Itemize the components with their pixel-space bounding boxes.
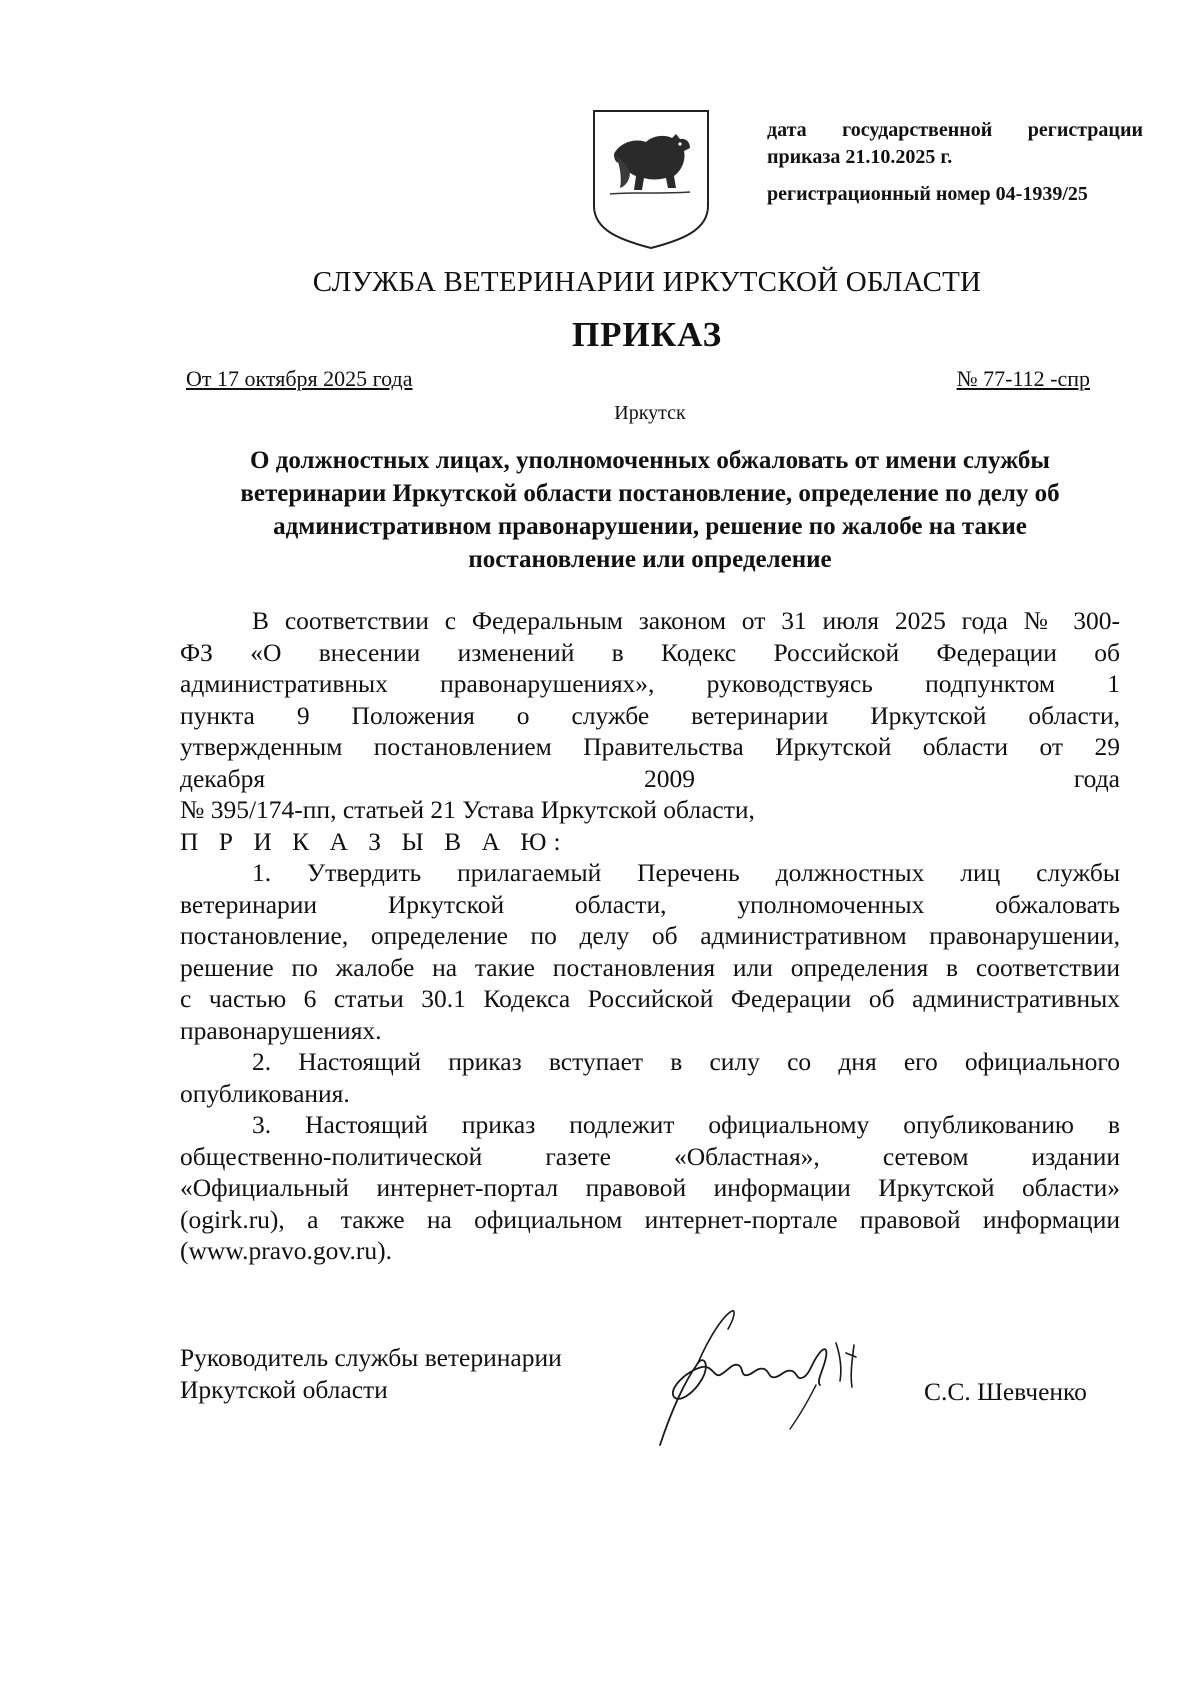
registration-number: регистрационный номер 04-1939/25 xyxy=(767,183,1088,205)
item-1-line: ветеринарии Иркутской области, уполномоченных обжаловать xyxy=(180,889,1120,919)
item-3-line: «Официальный интернет-портал правовой информации Иркутской области» xyxy=(180,1173,1120,1202)
signer-position xyxy=(180,1342,562,1405)
order-subject xyxy=(180,444,1120,576)
subject-line: ветеринарии Иркутской области постановление, определение по делу об xyxy=(240,480,1060,507)
preamble-line: В соответствии с Федеральным законом от 31 июля 2025 года № 300- xyxy=(252,606,1120,635)
preamble-line: административных правонарушениях», руководствуясь подпунктом 1 xyxy=(180,669,1120,698)
item-1-line: правонарушениях. xyxy=(180,1015,382,1045)
preamble-line: декабря 2009 года xyxy=(180,763,1120,793)
item-2-line: 2. Настоящий приказ вступает в силу со дня его официального xyxy=(252,1047,1120,1076)
registration-word: регистрации xyxy=(1027,119,1143,141)
item-2-line: опубликования. xyxy=(180,1078,350,1108)
preamble-line: пункта 9 Положения о службе ветеринарии Иркутской области, xyxy=(180,700,1120,730)
city: Иркутск xyxy=(614,402,686,424)
signer-name: С.С. Шевченко xyxy=(924,1377,1087,1406)
subject-line: О должностных лицах, уполномоченных обжаловать от имени службы xyxy=(250,447,1050,474)
item-3-line: (ogirk.ru), а также на официальном интернет-портале правовой информации xyxy=(180,1204,1120,1234)
item-1-line: 1. Утвердить прилагаемый Перечень должностных лиц службы xyxy=(252,858,1120,887)
item-3-line: общественно-политической газете «Областная», сетевом издании xyxy=(180,1141,1120,1171)
item-1-line: решение по жалобе на такие постановления или определения в соответствии xyxy=(180,952,1120,982)
item-1-line: с частью 6 статьи 30.1 Кодекса Российской Федерации об административных xyxy=(180,984,1120,1013)
registration-word: дата xyxy=(767,119,807,141)
preamble-line: утвержденным постановлением Правительства Иркутской области от 29 xyxy=(180,732,1120,761)
registration-line-1 xyxy=(767,117,1143,144)
decree-word: П Р И К А З Ы В А Ю: xyxy=(180,826,568,856)
signer-position-line: Иркутской области xyxy=(180,1374,388,1404)
handwritten-signature xyxy=(640,1305,900,1455)
signer-position-line: Руководитель службы ветеринарии xyxy=(180,1343,562,1372)
item-3-line: (www.pravo.gov.ru). xyxy=(180,1236,392,1265)
preamble-line: № 395/174-пп, статьей 21 Устава Иркутской области, xyxy=(180,795,755,824)
item-1-line: постановление, определение по делу об административном правонарушении, xyxy=(180,921,1120,950)
document-title: ПРИКАЗ xyxy=(571,315,723,354)
organization-name: СЛУЖБА ВЕТЕРИНАРИИ ИРКУТСКОЙ ОБЛАСТИ xyxy=(312,266,982,298)
subject-line: постановление или определение xyxy=(468,546,832,573)
subject-line: административном правонарушении, решение по жалобе на такие xyxy=(273,513,1027,540)
order-date: От 17 октября 2025 года xyxy=(186,366,413,391)
preamble-line: ФЗ «О внесении изменений в Кодекс Российской Федерации об xyxy=(180,637,1120,667)
order-body xyxy=(180,605,1120,1267)
coat-of-arms-emblem xyxy=(590,108,712,250)
registration-date: приказа 21.10.2025 г. xyxy=(767,146,953,168)
registration-word: государственной xyxy=(842,119,993,141)
item-3-line: 3. Настоящий приказ подлежит официальному опубликованию в xyxy=(252,1110,1120,1139)
order-number: № 77-112 -спр xyxy=(956,366,1090,391)
registration-block xyxy=(767,117,1143,208)
